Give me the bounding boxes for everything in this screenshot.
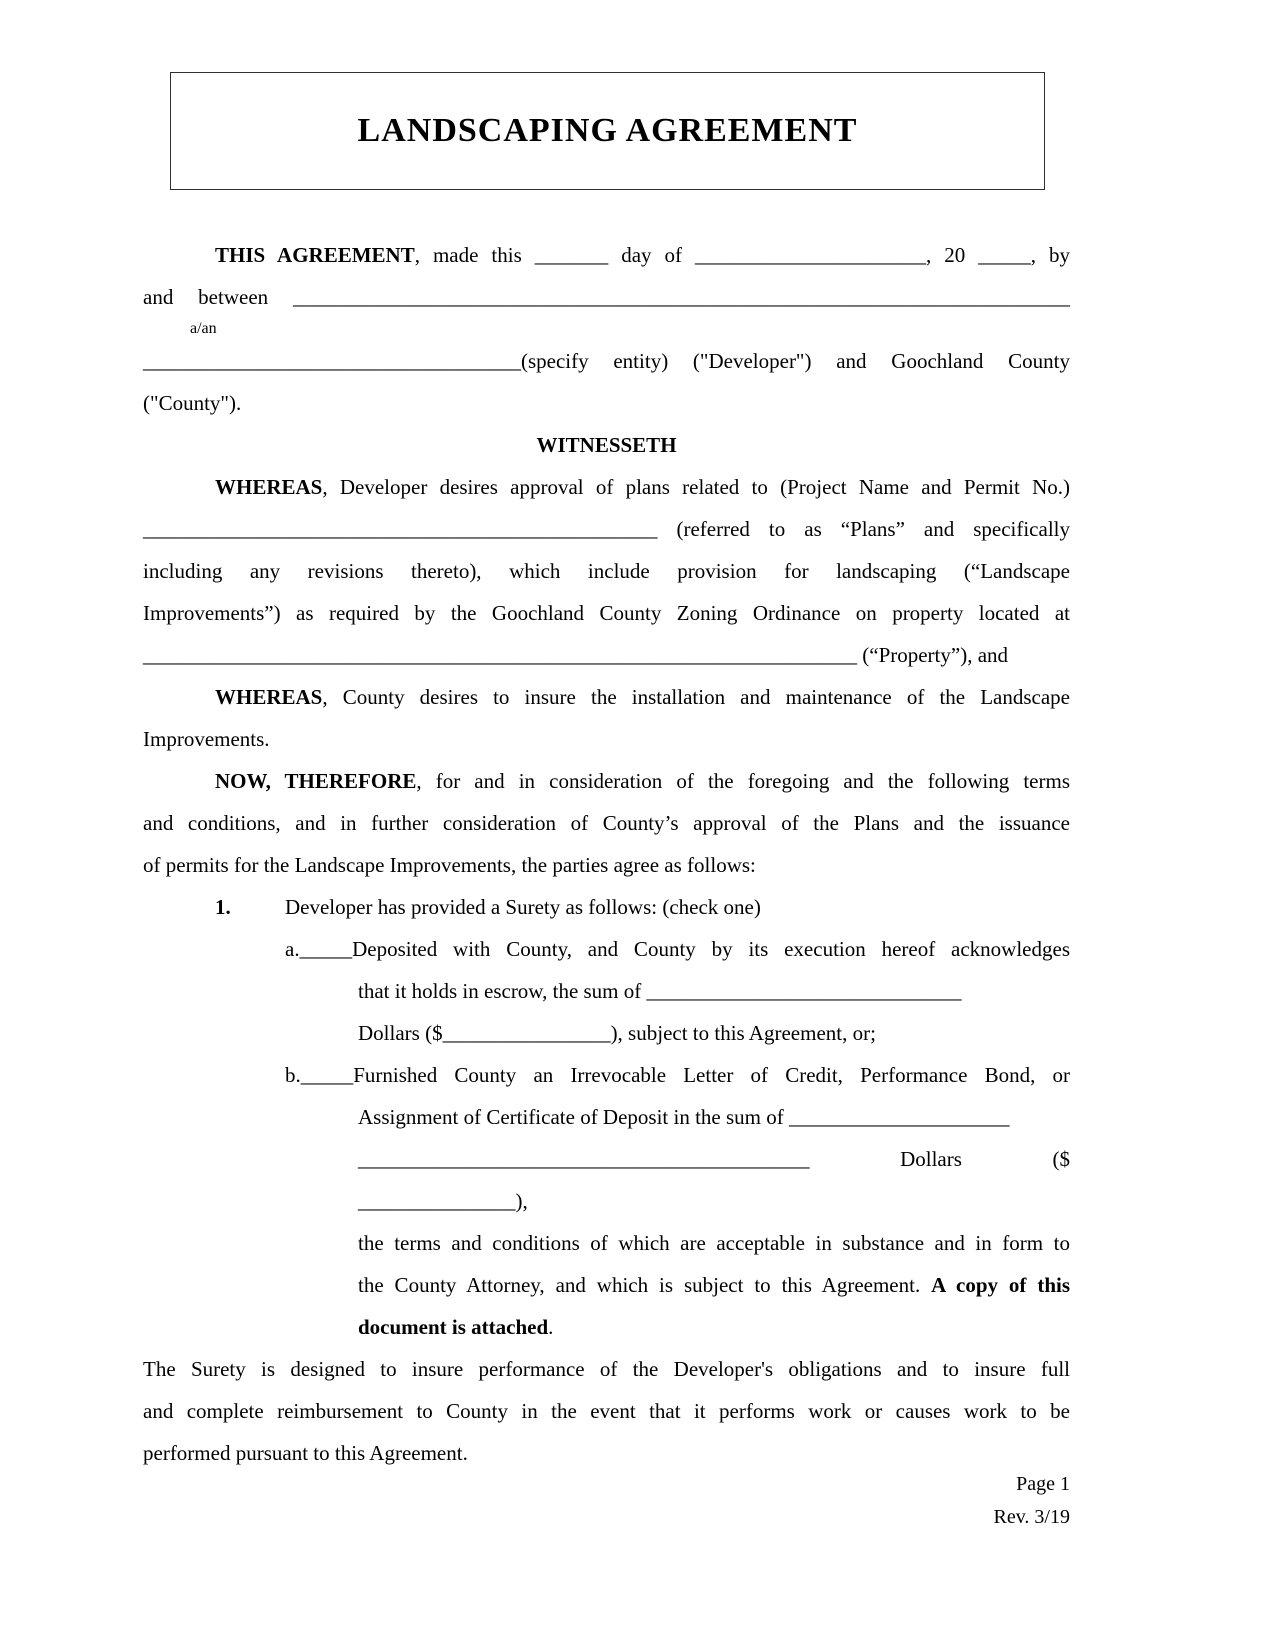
item-1b-line-6 bbox=[143, 1306, 1070, 1348]
surety-paragraph-line-3: performed pursuant to this Agreement. bbox=[143, 1441, 468, 1465]
now-therefore-line-1-text: , for and in consideration of the foregoing and the following terms bbox=[416, 769, 1070, 793]
intro-line-2-between-blank: and between __________________________________________________________________________ bbox=[143, 285, 1070, 309]
item-1b-line-1 bbox=[143, 1054, 1070, 1096]
item-1b-line-6-period: . bbox=[548, 1315, 554, 1339]
item-1-line bbox=[143, 886, 1070, 928]
surety-paragraph-line-1: The Surety is designed to insure performance of the Developer's obligations and to insure full bbox=[143, 1357, 1070, 1381]
copy-attached-bold-2: document is attached bbox=[358, 1315, 549, 1339]
page-number: Page 1 bbox=[1016, 1473, 1070, 1495]
copy-attached-bold-1: A copy of this bbox=[931, 1273, 1071, 1297]
document-title: LANDSCAPING AGREEMENT bbox=[357, 112, 858, 149]
aan-note: a/an bbox=[190, 320, 217, 337]
whereas-1-line-3: including any revisions thereto), which include provision for landscaping (“Landscape bbox=[143, 559, 1070, 583]
intro-line-1 bbox=[143, 234, 1070, 276]
whereas-2-line-2: Improvements. bbox=[143, 727, 270, 751]
item-1b-checkbox-blank: b._____ bbox=[285, 1063, 354, 1087]
item-1a-line-2-sum-blank: that it holds in escrow, the sum of ______________________________ bbox=[358, 979, 962, 1003]
item-1-text: Developer has provided a Surety as follows: (check one) bbox=[285, 895, 761, 919]
item-1b-line-4: the terms and conditions of which are acceptable in substance and in form to bbox=[358, 1231, 1070, 1255]
intro-line-1-text: , made this _______ day of ______________________, 20 _____, by bbox=[414, 243, 1070, 267]
whereas-1-line-1 bbox=[143, 466, 1070, 508]
page-footer bbox=[994, 1468, 1070, 1534]
revision-label: Rev. 3/19 bbox=[993, 1506, 1070, 1528]
intro-line-3-specify-entity: ____________________________________(specify entity) ("Developer") and Goochland County bbox=[143, 349, 1070, 373]
document-body bbox=[143, 234, 1070, 1474]
now-therefore-line-1 bbox=[143, 760, 1070, 802]
item-1b-line-5-text: the County Attorney, and which is subject to this Agreement. bbox=[358, 1273, 932, 1297]
whereas-label-1: WHEREAS bbox=[215, 475, 323, 499]
item-1b-line-1-text: Furnished County an Irrevocable Letter of Credit, Performance Bond, or bbox=[353, 1063, 1070, 1087]
whereas-1-line-5-property-blank: ____________________________________________________________________ (“Property”), and bbox=[143, 643, 1009, 667]
item-1b-line-3-dollars-blank: ___________________________________________ Dollars ($ _______________), bbox=[358, 1147, 1070, 1213]
item-1a-checkbox-blank: a._____ bbox=[285, 937, 353, 961]
whereas-2-line-1-text: , County desires to insure the installation and maintenance of the Landscape bbox=[322, 685, 1070, 709]
this-agreement-label: THIS AGREEMENT bbox=[215, 243, 415, 267]
whereas-1-line-2-plans-blank: _________________________________________________ (referred to as “Plans” and specifically bbox=[143, 517, 1070, 541]
item-1a-line-1-text: Deposited with County, and County by its execution hereof acknowledges bbox=[352, 937, 1070, 961]
now-therefore-label: NOW, THEREFORE bbox=[215, 769, 417, 793]
whereas-2-line-1 bbox=[143, 676, 1070, 718]
now-therefore-line-2: and conditions, and in further consideration of County’s approval of the Plans and the issuance bbox=[143, 811, 1070, 835]
item-1a-line-3-dollars-blank: Dollars ($________________), subject to this Agreement, or; bbox=[358, 1021, 876, 1045]
now-therefore-line-3: of permits for the Landscape Improvements, the parties agree as follows: bbox=[143, 853, 756, 877]
surety-paragraph-line-2: and complete reimbursement to County in the event that it performs work or causes work to be bbox=[143, 1399, 1070, 1423]
witnesseth-heading: WITNESSETH bbox=[536, 433, 677, 457]
item-1-number: 1. bbox=[215, 895, 231, 919]
intro-line-4-county: ("County"). bbox=[143, 391, 242, 415]
whereas-1-line-1-text: , Developer desires approval of plans related to (Project Name and Permit No.) bbox=[322, 475, 1070, 499]
item-1a-line-1 bbox=[143, 928, 1070, 970]
item-1b-line-5 bbox=[143, 1264, 1070, 1306]
whereas-1-line-4: Improvements”) as required by the Goochland County Zoning Ordinance on property located at bbox=[143, 601, 1070, 625]
title-box bbox=[170, 72, 1045, 190]
whereas-label-2: WHEREAS bbox=[215, 685, 323, 709]
item-1b-line-2-sum-blank: Assignment of Certificate of Deposit in the sum of _____________________ bbox=[358, 1105, 1010, 1129]
